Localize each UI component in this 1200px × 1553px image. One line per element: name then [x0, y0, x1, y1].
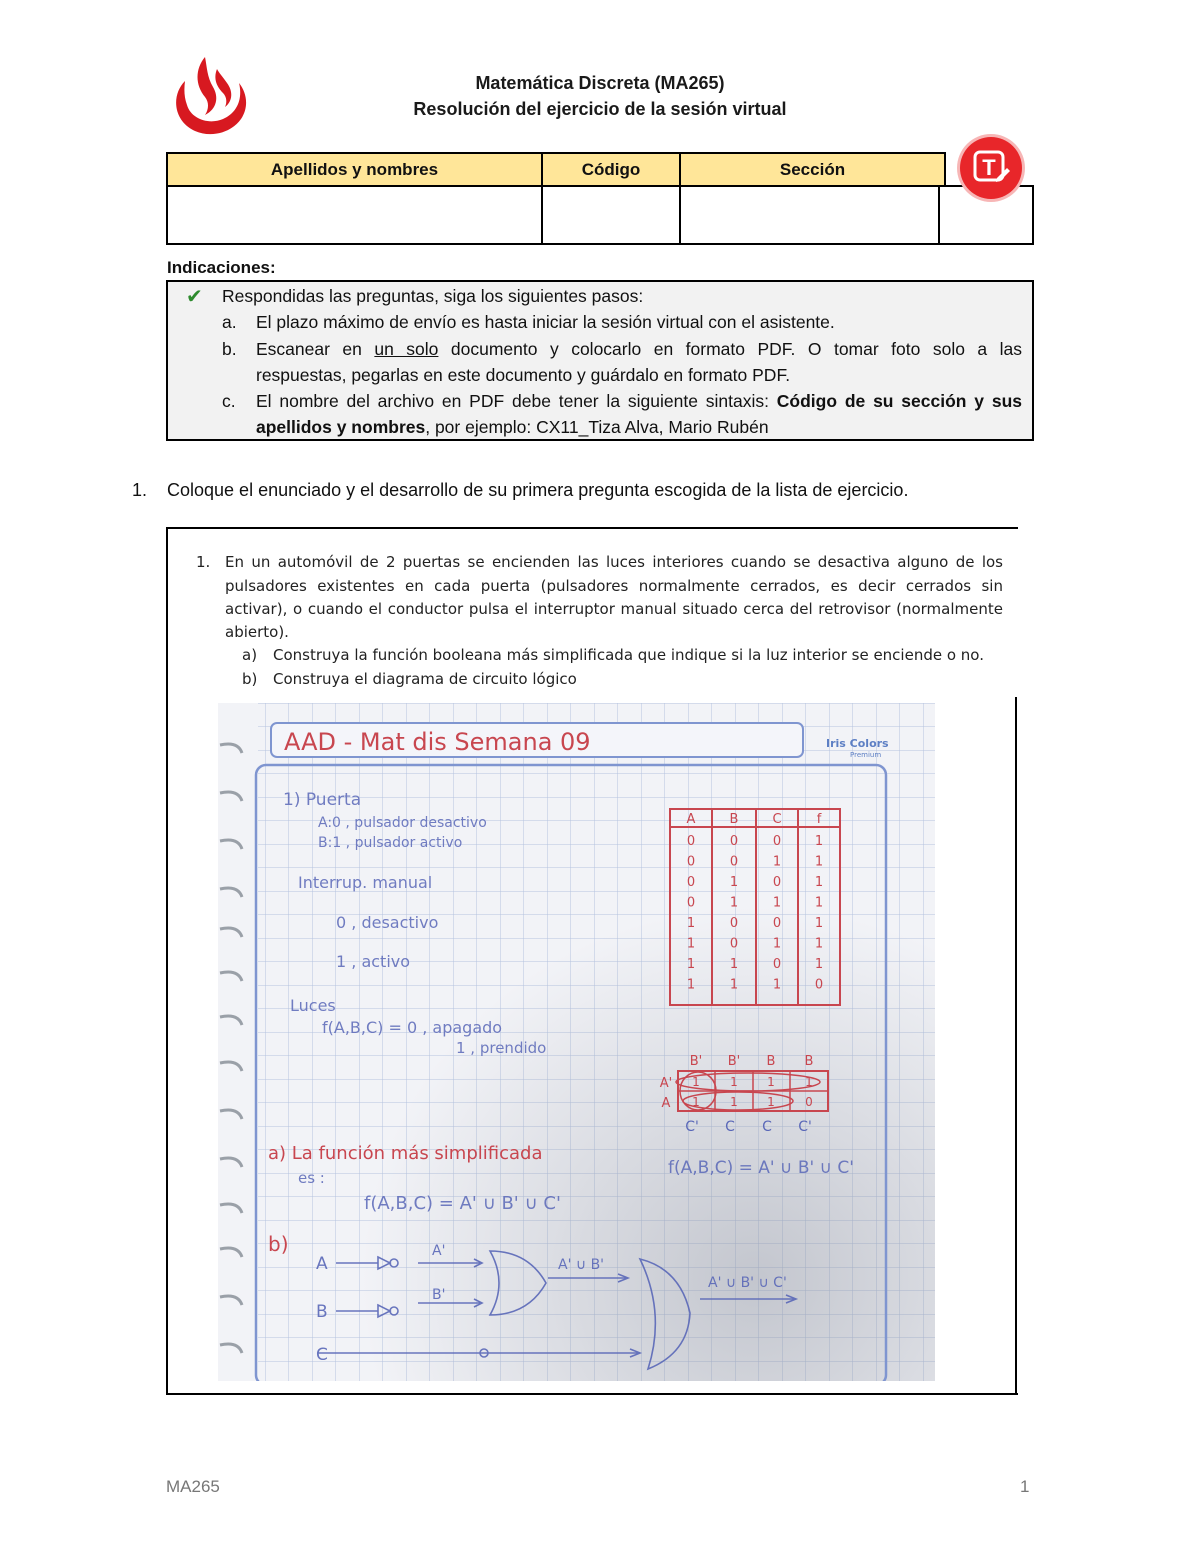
item-b-text-line2: respuestas, pegarlas en este documento y guárdalo en formato PDF. — [256, 365, 791, 385]
truth-table-cell: 0 — [686, 834, 696, 849]
note-prendido: 1 , prendido — [456, 1039, 547, 1057]
item-b-label: b. — [222, 339, 237, 359]
truth-table-cell: 1 — [772, 895, 782, 911]
truth-table-cell: 1 — [814, 854, 824, 870]
truth-table-header: C — [772, 812, 782, 827]
truth-table-cell: 1 — [729, 895, 739, 911]
item-c-label: c. — [222, 391, 236, 411]
label-a-not: A' — [432, 1243, 446, 1259]
kmap-bottom-label: C — [725, 1119, 735, 1135]
kmap-cell: 1 — [730, 1095, 738, 1109]
truth-table-cell: 0 — [686, 895, 696, 911]
kmap-cell: 1 — [730, 1075, 738, 1089]
kmap-cell: 0 — [805, 1095, 813, 1109]
truth-table-cell: 0 — [729, 834, 739, 849]
page-number: 1 — [1020, 1477, 1030, 1496]
truth-table-cell: 0 — [686, 875, 696, 890]
truth-table-cell: 0 — [814, 977, 824, 993]
truth-table-cell: 1 — [814, 957, 824, 972]
code-cell[interactable] — [541, 187, 681, 245]
label-or1: A' ∪ B' — [558, 1257, 605, 1273]
document-subtitle: Resolución del ejercicio de la sesión virtual — [413, 99, 787, 119]
sub-item-b-text: Construya el diagrama de circuito lógico — [273, 670, 577, 688]
kmap-cell: 1 — [692, 1095, 700, 1109]
note-es: es : — [298, 1169, 325, 1187]
note-b1: B:1 , pulsador activo — [318, 835, 463, 851]
student-info-table — [166, 152, 1034, 245]
input-c: C — [316, 1345, 328, 1365]
answer-frame-right — [1015, 697, 1017, 1395]
exercise-number: 1. — [196, 553, 211, 571]
note-puerta: 1) Puerta — [283, 790, 362, 810]
truth-table-cell: 1 — [814, 834, 824, 849]
sub-item-a-text: Construya la función booleana más simplificada que indique si la luz interior se enciende o no. — [273, 646, 984, 664]
truth-table-cell: 1 — [814, 875, 824, 890]
item-c-text-line2: apellidos y nombres, por ejemplo: CX11_Tiza Alva, Mario Rubén — [256, 417, 769, 437]
document-title: Matemática Discreta (MA265) — [475, 73, 725, 93]
kmap-top-label: B' — [727, 1054, 741, 1069]
checkmark-icon: ✔ — [186, 286, 203, 308]
column-header-name: Apellidos y nombres — [166, 152, 543, 187]
truth-table-cell: 1 — [686, 957, 696, 972]
truth-table-cell: 0 — [729, 936, 739, 952]
item-a-text: El plazo máximo de envío es hasta iniciar la sesión virtual con el asistente. — [256, 312, 835, 332]
truth-table-cell: 1 — [772, 936, 782, 952]
column-header-code: Código — [541, 152, 681, 187]
notebook-brand: Iris Colors — [826, 737, 889, 750]
truth-table-cell: 0 — [772, 916, 782, 931]
kmap-top-label: B — [766, 1054, 776, 1069]
item-a-label: a. — [222, 312, 237, 332]
item-b-text: Escanear en un solo documento y colocarlo en formato PDF. O tomar foto solo a las — [256, 339, 1023, 359]
sub-item-a-label: a) — [242, 646, 258, 664]
truth-table-cell: 1 — [814, 895, 824, 911]
note-a0: A:0 , pulsador desactivo — [318, 815, 487, 831]
input-b: B — [316, 1302, 328, 1322]
truth-table-header: f — [816, 812, 822, 827]
sub-item-b-label: b) — [242, 670, 258, 688]
name-cell[interactable] — [166, 187, 543, 245]
label-b-not: B' — [432, 1287, 446, 1303]
kmap-bottom-label: C' — [798, 1119, 812, 1135]
input-a: A — [316, 1254, 328, 1274]
kmap-cell: 1 — [767, 1075, 775, 1089]
notebook-title: AAD - Mat dis Semana 09 — [284, 728, 591, 756]
instructions-label: Indicaciones: — [167, 258, 276, 277]
label-or2: A' ∪ B' ∪ C' — [708, 1275, 787, 1291]
kmap-row-label: A — [661, 1096, 671, 1111]
note-desactivo: 0 , desactivo — [336, 913, 439, 932]
truth-table-cell: 1 — [772, 977, 782, 993]
section-cell[interactable] — [679, 187, 940, 245]
item-c-text: El nombre del archivo en PDF debe tener la siguiente sintaxis: Código de su sección y sus — [256, 391, 1022, 411]
note-function-right: f(A,B,C) = A' ∪ B' ∪ C' — [668, 1158, 854, 1178]
note-a-function: a) La función más simplificada — [268, 1143, 543, 1164]
truth-table-cell: 0 — [729, 854, 739, 870]
kmap-row-label: A' — [659, 1076, 673, 1091]
notebook-brand-sub: Premium — [850, 751, 882, 759]
answer-frame-left — [166, 527, 168, 1395]
teacher-badge-icon — [960, 137, 1022, 199]
answer-frame-top — [166, 527, 1018, 529]
truth-table-cell: 1 — [686, 936, 696, 952]
kmap-cell: 1 — [805, 1075, 813, 1089]
truth-table-cell: 1 — [814, 936, 824, 952]
kmap-bottom-label: C — [762, 1119, 772, 1135]
exercise-line-3: activar), o cuando el conductor pulsa el interruptor manual situado cerca del retrovisor (normalmente — [225, 600, 1003, 618]
instructions-intro: Respondidas las preguntas, siga los siguientes pasos: — [222, 286, 644, 306]
kmap-top-label: B — [804, 1054, 814, 1069]
note-b: b) — [268, 1232, 289, 1256]
truth-table-cell: 1 — [814, 916, 824, 931]
truth-table-cell: 1 — [772, 854, 782, 870]
note-function: f(A,B,C) = A' ∪ B' ∪ C' — [364, 1193, 561, 1214]
truth-table-cell: 1 — [686, 977, 696, 993]
kmap-cell: 1 — [692, 1075, 700, 1089]
question-text: Coloque el enunciado y el desarrollo de su primera pregunta escogida de la lista de ejercicio. — [167, 480, 909, 500]
truth-table-cell: 1 — [686, 916, 696, 931]
truth-table-cell: 1 — [729, 957, 739, 972]
truth-table-cell: 1 — [729, 977, 739, 993]
column-header-section: Sección — [679, 152, 946, 187]
exercise-line-1: En un automóvil de 2 puertas se encienden las luces interiores cuando se desactiva alguno de los — [225, 553, 1003, 571]
kmap-bottom-label: C' — [685, 1119, 699, 1135]
kmap-top-label: B' — [689, 1054, 703, 1069]
note-f-apagado: f(A,B,C) = 0 , apagado — [322, 1018, 503, 1037]
footer-course: MA265 — [166, 1477, 220, 1496]
truth-table-cell: 0 — [772, 875, 782, 890]
truth-table-header: B — [729, 812, 739, 827]
question-number: 1. — [132, 480, 148, 500]
svg-text:T: T — [982, 155, 996, 180]
exercise-line-2: pulsadores existentes en cada puerta (pulsadores normalmente cerrados, es decir cerrados sin — [225, 577, 1003, 595]
truth-table-header: A — [686, 812, 696, 827]
university-logo — [165, 55, 251, 137]
handwritten-solution-photo — [218, 703, 935, 1381]
truth-table-cell: 0 — [729, 916, 739, 931]
instructions-box — [166, 280, 1034, 441]
note-activo: 1 , activo — [336, 952, 411, 971]
note-luces: Luces — [290, 996, 336, 1015]
truth-table-cell: 0 — [686, 854, 696, 870]
kmap-cell: 1 — [767, 1095, 775, 1109]
answer-frame-bottom — [166, 1393, 1018, 1395]
exercise-line-4: abierto). — [225, 623, 289, 641]
truth-table-cell: 0 — [772, 834, 782, 849]
note-interrup: Interrup. manual — [298, 873, 433, 892]
truth-table-cell: 0 — [772, 957, 782, 972]
truth-table-cell: 1 — [729, 875, 739, 890]
